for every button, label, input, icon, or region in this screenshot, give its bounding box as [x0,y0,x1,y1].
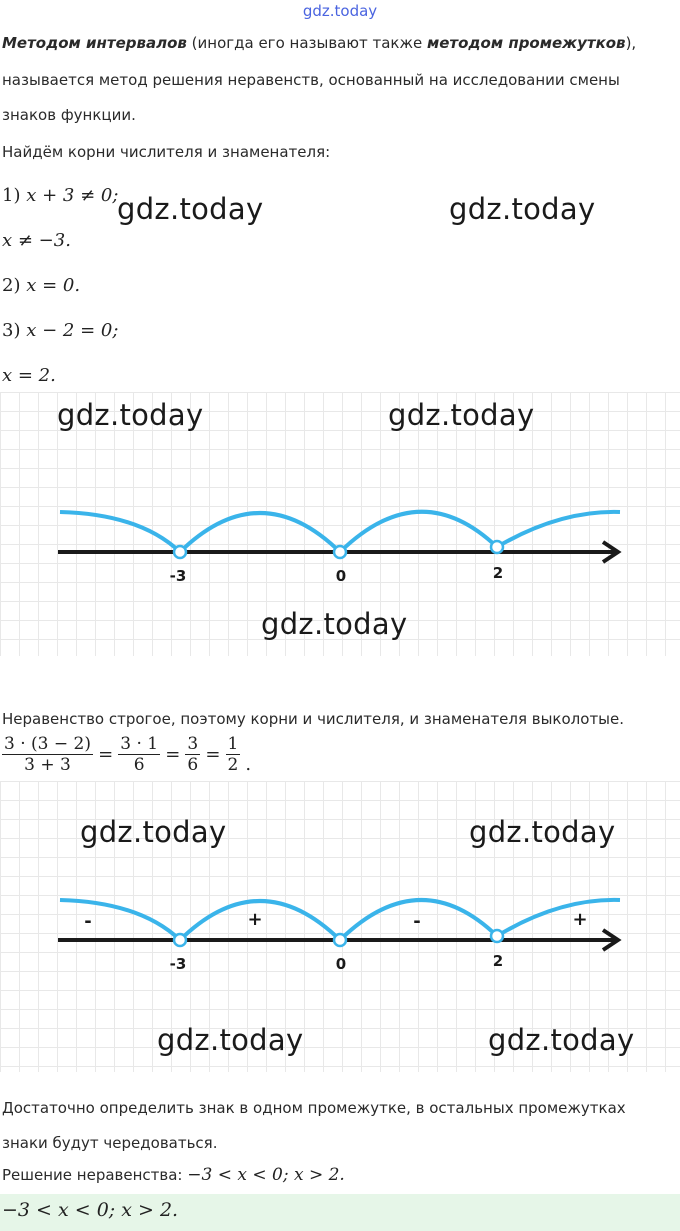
root-2-label: 2) [2,275,21,296]
conclusion-line-2: знаки будут чередоваться. [2,1134,218,1152]
point-label: -3 [169,955,187,973]
root-3 [2,320,118,341]
solution-line [2,1165,345,1185]
watermark: gdz.today [57,398,204,432]
watermark: gdz.today [157,1023,304,1057]
point-label: -3 [169,567,187,585]
term-interval-method: Методом интервалов [2,34,187,52]
number-line-signs-svg [0,781,680,1072]
point-marker [174,546,186,558]
sign-label: + [247,909,263,930]
fraction-4-num: 1 [227,734,239,754]
solution-expr: −3 < x < 0; x > 2. [187,1165,345,1185]
root-3-label: 3) [2,320,21,341]
watermark: gdz.today [80,815,227,849]
root-2 [2,275,80,296]
point-marker [174,934,186,946]
fraction-3 [185,734,200,775]
fraction-1 [2,734,93,775]
test-calculation [2,734,251,775]
intro-text-1: (иногда его называют также [186,34,427,52]
point-marker [334,934,346,946]
solution-label: Решение неравенства: [2,1166,188,1184]
fraction-2 [118,734,160,775]
watermark: gdz.today [388,398,535,432]
fraction-2-num: 3 · 1 [120,734,159,754]
intro-line-1 [2,34,636,52]
root-3-result: x = 2. [2,365,56,386]
equals: = [205,744,221,765]
arc-left-tail [60,512,180,552]
fraction-4-den: 2 [227,755,239,775]
root-3-expr: x − 2 = 0; [26,320,119,341]
point-label: 0 [335,955,347,973]
root-1-expr: x + 3 ≠ 0; [26,185,119,206]
point-label: 2 [492,952,504,970]
fraction-4 [226,734,241,775]
watermark: gdz.today [449,192,596,226]
fraction-3-num: 3 [187,734,199,754]
point-label: 2 [492,564,504,582]
number-line-diagram-1 [0,392,680,656]
number-line-svg [0,392,680,656]
arc-left-tail [60,900,180,940]
intro-line-2: называется метод решения неравенств, основанный на исследовании смены [2,71,620,89]
root-2-expr: x = 0. [26,275,81,296]
sign-label: + [572,909,588,930]
arc-right-tail [497,900,620,936]
sign-label: - [413,911,421,932]
watermark: gdz.today [117,192,264,226]
strict-note: Неравенство строгое, поэтому корни и числителя, и знаменателя выколотые. [2,710,625,728]
watermark: gdz.today [261,607,408,641]
root-1-result: x ≠ −3. [2,230,71,251]
number-line-diagram-2 [0,781,680,1072]
arc-right-tail [497,512,620,547]
point-label: 0 [335,567,347,585]
point-marker [491,541,503,553]
fraction-1-num: 3 · (3 − 2) [4,734,91,754]
site-link[interactable]: gdz.today [302,2,378,20]
fraction-1-den: 3 + 3 [24,755,71,775]
intro-line-3: знаков функции. [2,106,136,124]
root-1 [2,185,118,206]
intro-text-2: ), [625,34,637,52]
conclusion-line-1: Достаточно определить знак в одном промежутке, в остальных промежутках [2,1099,626,1117]
fraction-3-den: 6 [187,755,199,775]
step-title: Найдём корни числителя и знаменателя: [2,143,331,161]
watermark: gdz.today [488,1023,635,1057]
point-marker [334,546,346,558]
arc-interval-1 [180,513,340,552]
period: . [245,754,252,775]
root-1-label: 1) [2,185,21,206]
arc-interval-2 [340,512,497,552]
point-marker [491,930,503,942]
equals: = [165,744,181,765]
watermark: gdz.today [469,815,616,849]
term-gap-method: методом промежутков [427,34,626,52]
answer-text: −3 < x < 0; x > 2. [2,1199,179,1221]
fraction-2-den: 6 [133,755,145,775]
equals: = [98,744,114,765]
sign-label: - [84,911,92,932]
